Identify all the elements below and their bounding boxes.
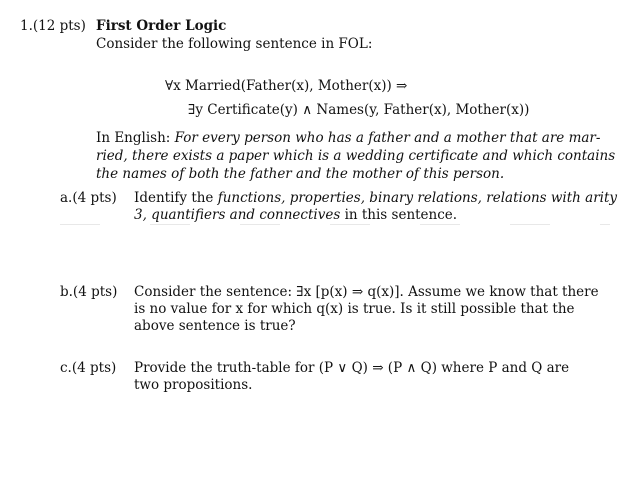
- part-b-line-2: is no value for x for which q(x) is true. Is it still possible that the: [134, 301, 575, 317]
- part-a-label: a.(4 pts): [60, 190, 117, 206]
- english-prefix: In English:: [96, 130, 171, 146]
- part-a-line-2: [134, 207, 457, 223]
- problem-intro: Consider the following sentence in FOL:: [96, 36, 373, 52]
- english-text-3: the names of both the father and the mother of this person.: [96, 166, 505, 182]
- formula-line-1: ∀x Married(Father(x), Mother(x)) ⇒: [165, 78, 408, 94]
- part-b-label: b.(4 pts): [60, 284, 118, 300]
- problem-title: First Order Logic: [96, 18, 227, 34]
- part-c-line-2: two propositions.: [134, 377, 253, 393]
- problem-number: 1.(12 pts): [20, 18, 86, 34]
- formula-line-2: ∃y Certificate(y) ∧ Names(y, Father(x), Mother(x)): [188, 102, 530, 118]
- part-a-line-1: [134, 190, 617, 206]
- english-paragraph-line-1: [96, 130, 600, 146]
- english-text-1: For every person who has a father and a mother that are mar-: [174, 130, 601, 146]
- part-b-line-1: Consider the sentence: ∃x [p(x) ⇒ q(x)]. Assume we know that there: [134, 284, 599, 300]
- part-a-text-plain-2: in this sentence.: [344, 207, 458, 223]
- part-a-text-italic: functions, properties, binary relations, relations with arity: [217, 190, 618, 206]
- english-text-2: ried, there exists a paper which is a wedding certificate and which contains: [96, 148, 616, 164]
- part-c-label: c.(4 pts): [60, 360, 117, 376]
- part-a-text-italic-2: 3, quantifiers and connectives: [134, 207, 341, 223]
- part-c-line-1: Provide the truth-table for (P ∨ Q) ⇒ (P ∧ Q) where P and Q are: [134, 360, 570, 376]
- part-b-line-3: above sentence is true?: [134, 318, 296, 334]
- part-a-text-plain: Identify the: [134, 190, 214, 206]
- bleed-through-line: [60, 224, 610, 225]
